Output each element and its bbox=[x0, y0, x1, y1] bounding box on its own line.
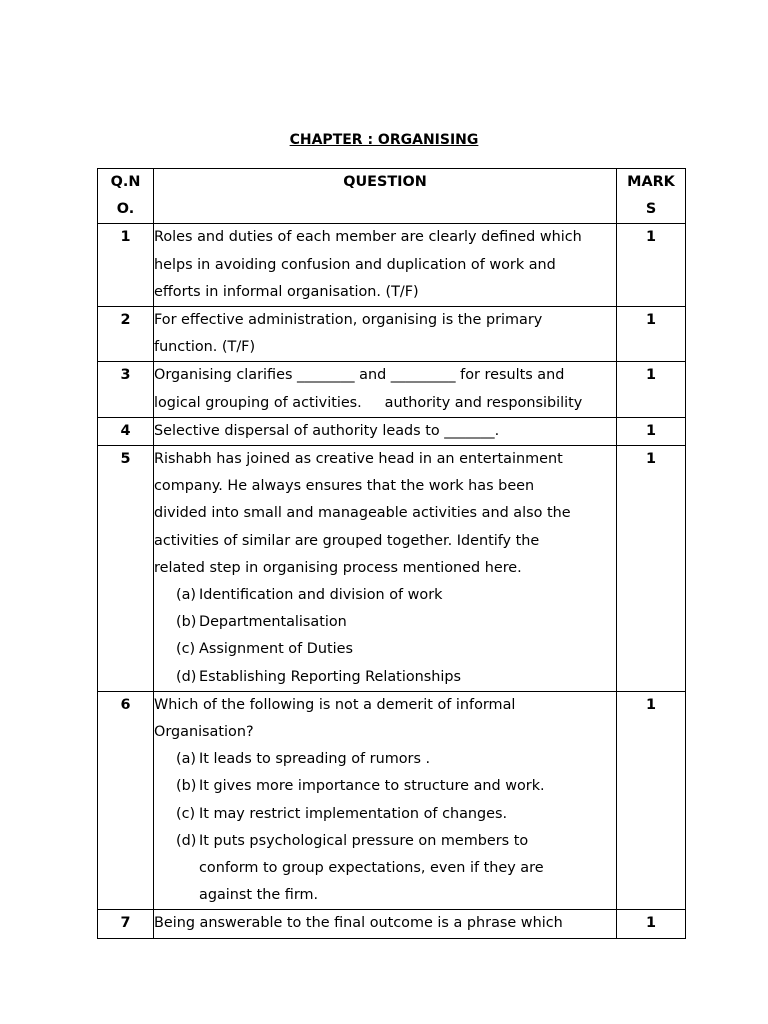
question-line: helps in avoiding confusion and duplication of work and bbox=[154, 256, 556, 273]
option-line: It leads to spreading of rumors . bbox=[199, 751, 431, 768]
option-label: (b) bbox=[176, 778, 197, 795]
question-text bbox=[154, 691, 617, 910]
option-line: Assignment of Duties bbox=[199, 641, 353, 658]
header-marks bbox=[617, 169, 686, 224]
question-marks: 1 bbox=[617, 307, 686, 362]
question-text bbox=[154, 417, 617, 445]
option-text bbox=[199, 801, 616, 828]
question-line: Which of the following is not a demerit of informal bbox=[154, 696, 516, 713]
question-text bbox=[154, 362, 617, 417]
table-row bbox=[98, 307, 686, 362]
question-line: company. He always ensures that the work has been bbox=[154, 478, 535, 495]
question-line: related step in organising process mentioned here. bbox=[154, 559, 522, 576]
option-line: It may restrict implementation of changes. bbox=[199, 805, 508, 822]
header-question: QUESTION bbox=[154, 169, 617, 224]
question-marks: 1 bbox=[617, 910, 686, 938]
option-item bbox=[154, 664, 616, 691]
header-qno bbox=[98, 169, 154, 224]
option-text bbox=[199, 746, 616, 773]
option-item bbox=[154, 773, 616, 800]
header-qno-line: O. bbox=[116, 201, 135, 218]
option-item bbox=[154, 746, 616, 773]
header-marks-line: S bbox=[645, 201, 657, 218]
option-line: conform to group expectations, even if they are bbox=[199, 860, 544, 877]
option-label: (a) bbox=[176, 751, 197, 768]
table-row bbox=[98, 417, 686, 445]
question-line: activities of similar are grouped together. Identify the bbox=[154, 532, 540, 549]
option-line: Departmentalisation bbox=[199, 614, 347, 631]
question-marks: 1 bbox=[617, 446, 686, 692]
question-line: Being answerable to the final outcome is a phrase which bbox=[154, 915, 563, 932]
option-item bbox=[154, 582, 616, 609]
question-text bbox=[154, 307, 617, 362]
question-marks: 1 bbox=[617, 362, 686, 417]
question-line: Rishabh has joined as creative head in an entertainment bbox=[154, 451, 563, 468]
question-number: 1 bbox=[98, 224, 154, 307]
question-line: function. (T/F) bbox=[154, 339, 256, 356]
option-text bbox=[199, 773, 616, 800]
question-number: 4 bbox=[98, 417, 154, 445]
question-marks: 1 bbox=[617, 691, 686, 910]
header-qno-line: Q.N bbox=[110, 174, 141, 190]
question-text bbox=[154, 224, 617, 307]
table-row bbox=[98, 691, 686, 910]
question-number: 5 bbox=[98, 446, 154, 692]
option-text bbox=[199, 609, 616, 636]
option-line: It puts psychological pressure on members to bbox=[199, 832, 529, 849]
question-marks: 1 bbox=[617, 224, 686, 307]
question-line: For effective administration, organising is the primary bbox=[154, 312, 543, 329]
question-text bbox=[154, 910, 617, 938]
option-text bbox=[199, 636, 616, 663]
question-marks: 1 bbox=[617, 417, 686, 445]
question-line: divided into small and manageable activities and also the bbox=[154, 505, 571, 522]
option-item bbox=[154, 828, 616, 910]
option-label: (a) bbox=[176, 587, 197, 604]
question-number: 2 bbox=[98, 307, 154, 362]
option-label: (d) bbox=[176, 668, 197, 685]
option-item bbox=[154, 636, 616, 663]
option-line: Establishing Reporting Relationships bbox=[199, 668, 461, 685]
question-line: Roles and duties of each member are clearly defined which bbox=[154, 229, 582, 246]
table-row bbox=[98, 224, 686, 307]
option-item bbox=[154, 609, 616, 636]
option-line: against the firm. bbox=[199, 887, 319, 904]
option-label: (c) bbox=[176, 805, 196, 822]
table-body bbox=[98, 224, 686, 938]
table-row bbox=[98, 362, 686, 417]
table-row bbox=[98, 910, 686, 938]
question-line: logical grouping of activities. authority and responsibility bbox=[154, 394, 583, 411]
table-row bbox=[98, 446, 686, 692]
option-label: (b) bbox=[176, 614, 197, 631]
option-label: (c) bbox=[176, 641, 196, 658]
option-item bbox=[154, 801, 616, 828]
question-line: Organisation? bbox=[154, 724, 254, 741]
question-number: 6 bbox=[98, 691, 154, 910]
table-header-row bbox=[98, 169, 686, 224]
option-text bbox=[199, 664, 616, 691]
option-text bbox=[199, 828, 616, 910]
question-table bbox=[97, 168, 686, 939]
option-label: (d) bbox=[176, 832, 197, 849]
question-line: Organising clarifies ________ and _________ for results and bbox=[154, 367, 565, 384]
question-text bbox=[154, 446, 617, 692]
page-title: CHAPTER : ORGANISING bbox=[289, 132, 479, 148]
question-number: 7 bbox=[98, 910, 154, 938]
question-line: efforts in informal organisation. (T/F) bbox=[154, 283, 419, 300]
question-number: 3 bbox=[98, 362, 154, 417]
option-line: It gives more importance to structure and work. bbox=[199, 778, 545, 795]
option-text bbox=[199, 582, 616, 609]
option-line: Identification and division of work bbox=[199, 587, 443, 604]
question-line: Selective dispersal of authority leads to _______. bbox=[154, 422, 500, 439]
header-marks-line: MARK bbox=[627, 174, 675, 190]
